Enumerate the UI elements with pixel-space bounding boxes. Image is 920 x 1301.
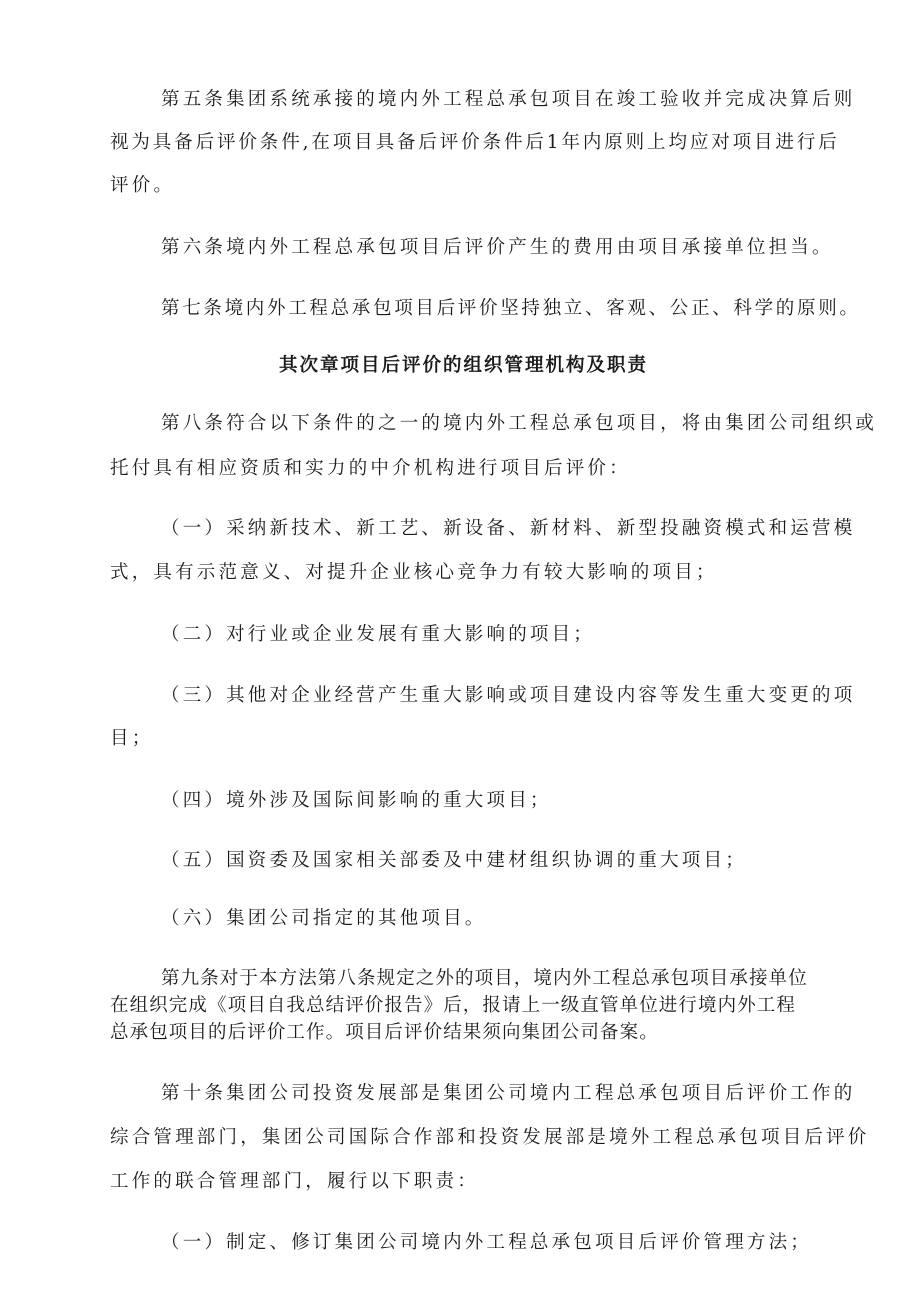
article-8-item-1-line-2: 式，具有示范意义、对提升企业核心竞争力有较大影响的项目； [110, 562, 718, 583]
article-8-item-3-line-2: 目； [110, 728, 154, 749]
article-10-line-1: 第十条集团公司投资发展部是集团公司境内工程总承包项目后评价工作的 [161, 1083, 856, 1104]
article-5-line-2: 视为具备后评价条件,在项目具备后评价条件后1年内原则上均应对项目进行后 [110, 132, 840, 153]
article-8-item-3-line-1: （三）其他对企业经营产生重大影响或项目建设内容等发生重大变更的项 [161, 685, 856, 706]
article-10-item-1: （一）制定、修订集团公司境内外工程总承包项目后评价管理方法； [161, 1232, 813, 1253]
article-5-line-1: 第五条集团系统承接的境内外工程总承包项目在竣工验收并完成决算后则 [161, 89, 856, 110]
chapter-2-title: 其次章项目后评价的组织管理机构及职责 [279, 355, 649, 376]
article-8-line-2: 托付具有相应资质和实力的中介机构进行项目后评价： [110, 458, 631, 479]
article-9-line-3: 总承包项目的后评价工作。项目后评价结果须向集团公司备案。 [110, 1022, 659, 1043]
article-8-item-6: （六）集团公司指定的其他项目。 [161, 908, 487, 929]
article-10-line-2: 综合管理部门，集团公司国际合作部和投资发展部是境外工程总承包项目后评价 [110, 1127, 870, 1148]
article-6: 第六条境内外工程总承包项目后评价产生的费用由项目承接单位担当。 [161, 237, 834, 258]
article-7: 第七条境内外工程总承包项目后评价坚持独立、客观、公正、科学的原则。 [161, 298, 861, 319]
article-5-line-3: 评价。 [110, 175, 176, 196]
article-8-item-1-line-1: （一）采纳新技术、新工艺、新设备、新材料、新型投融资模式和运营模 [161, 518, 856, 539]
article-10-line-3: 工作的联合管理部门，履行以下职责： [110, 1171, 479, 1192]
article-8-item-2: （二）对行业或企业发展有重大影响的项目； [161, 624, 596, 645]
article-9-line-2: 在组织完成《项目自我总结评价报告》后，报请上一级直管单位进行境内外工程 [110, 995, 797, 1016]
article-8-line-1: 第八条符合以下条件的之一的境内外工程总承包项目，将由集团公司组织或 [161, 413, 878, 434]
article-9-line-1: 第九条对于本方法第八条规定之外的项目，境内外工程总承包项目承接单位 [161, 968, 808, 989]
article-8-item-4: （四）境外涉及国际间影响的重大项目； [161, 790, 552, 811]
article-8-item-5: （五）国资委及国家相关部委及中建材组织协调的重大项目； [161, 850, 747, 871]
